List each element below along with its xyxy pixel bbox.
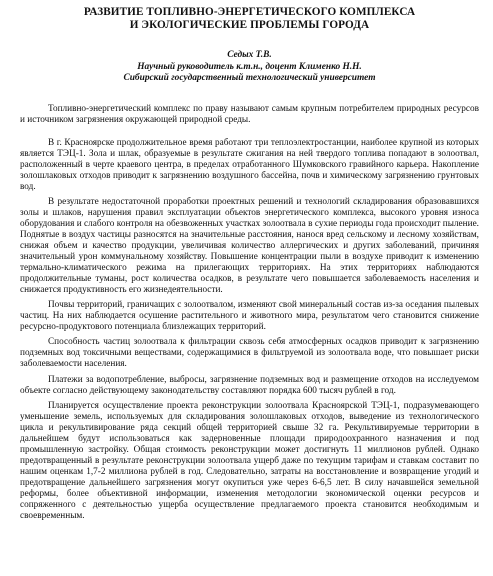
affiliation: Сибирский государственный технологический университет: [123, 73, 376, 83]
paragraph: Почвы территорий, граничащих с золоотвалом, изменяют свой минеральный состав из-за оседания пылевых частиц. На них наблюдается осушение растительного и животного мира, результатом чего становится снижение ресурсно-продуктового потенциала близлежащих территорий.: [20, 300, 479, 333]
article-title: [20, 6, 479, 31]
author-block: [20, 50, 479, 85]
title-line-2: И ЭКОЛОГИЧЕСКИЕ ПРОБЛЕМЫ ГОРОДА: [129, 18, 370, 31]
paragraph: В результате недостаточной проработки проектных решений и технологий складирования образовавшихся золы и шлаков, нарушения правил эксплуатации объектов энергетического комплекса, высокого уровня износа оборудования и слабого контроля на обезвоженных участках золоотвала в сухие периоды года происходит пыление. Поднятые в воздух частицы разносятся на значительные расстояния, нанося вред сельскому и лесному хозяйствам, снижая объем и качество продукции, увеличивая количество аллергических и других заболеваний, причиняя значительный урон коммунальному хозяйству. Повышение концентрации пыли в воздухе приводит к изменению термально-климатического режима на прилегающих территориях. На этих территориях наблюдаются продолжительные туманы, рост количества осадков, в результате чего повышается заболеваемость населения и снижается продуктивность его жизнедеятельности.: [20, 196, 479, 296]
paragraph: Планируется осуществление проекта реконструкции золоотвала Красноярской ТЭЦ-1, подразумевающего уменьшение земель, используемых для складирования золошлаковых отходов, выведение из технологического цикла и рекультивирование ряда секций общей территорией свыше 32 га. Рекультивируемые территории в дальнейшем будут использоваться как задерновенные площади природоохранного назначения и под промышленную застройку. Общая стоимость реконструкции может достигнуть 11 миллионов рублей. Однако предотвращенный в результате реконструкции золоотвала ущерб даже по текущим тарифам и ставкам составит по нашим оценкам 1,7-2 миллиона рублей в год. Следовательно, затраты на восстановление и возвращение угодий и предотвращение дальнейшего загрязнения могут окупиться уже через 6-6,5 лет. В силу начавшейся земельной реформы, более объективной информации, изменения методологии экономической оценки ресурсов и сопряженного с деятельностью ущерба осуществление предлагаемого проекта становится необходимым и своевременным.: [20, 400, 479, 522]
paragraph: Способность частиц золоотвала к фильтрации сквозь себя атмосферных осадков приводит к загрязнению подземных вод токсичными веществами, содержащимися в фильтруемой из золоотвала воде, что повышает риски заболеваемости населения.: [20, 337, 479, 370]
paragraph: Платежи за водопотребление, выбросы, загрязнение подземных вод и размещение отходов на исследуемом объекте согласно действующему законодательству составляют порядка 600 тысяч рублей в год.: [20, 374, 479, 396]
supervisor-name: Научный руководитель к.т.н., доцент Клименко Н.Н.: [137, 61, 362, 72]
paragraph: В г. Красноярске продолжительное время работают три теплоэлектростанции, наиболее крупной из которых является ТЭЦ-1. Зола и шлак, образуемые в результате сжигания на ней твердого топлива попадают в золоотвал, расположенный в черте краевого центра, в пределах отработанного Шумковского гравийного карьера. Накопление золошлаковых отходов приводит к загрязнению воздушного бассейна, почв и химическому загрязнению грунтовых вод.: [20, 137, 479, 192]
paragraph: Топливно-энергетический комплекс по праву называют самым крупным потребителем природных ресурсов и источником загрязнения окружающей природной среды.: [20, 103, 479, 125]
article-body: [20, 104, 479, 523]
author-name: Седых Т.В.: [227, 50, 272, 60]
title-line-1: РАЗВИТИЕ ТОПЛИВНО-ЭНЕРГЕТИЧЕСКОГО КОМПЛЕКСА: [83, 6, 416, 18]
